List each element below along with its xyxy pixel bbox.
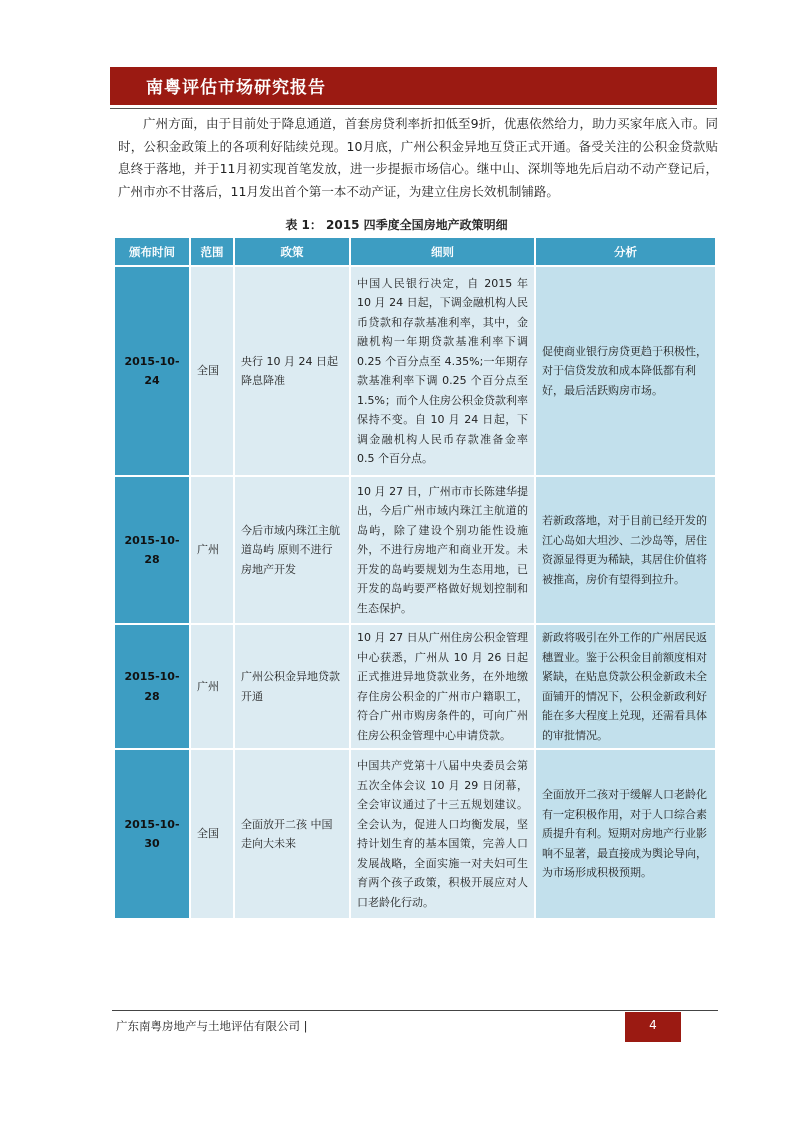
header-divider xyxy=(110,108,717,109)
row-date: 2015-10-28 xyxy=(114,476,190,624)
row-date: 2015-10-24 xyxy=(114,266,190,476)
header-analysis: 分析 xyxy=(535,237,716,266)
row-date: 2015-10-30 xyxy=(114,749,190,919)
row-detail: 10 月 27 日从广州住房公积金管理中心获悉，广州从 10 月 26 日起正式推进异地贷款业务，在外地缴存住房公积金的广州市户籍职工，符合广州市购房条件的，可向广州住房公积金管理中心申请贷款。 xyxy=(350,624,535,749)
row-analysis: 全面放开二孩对于缓解人口老龄化有一定积极作用，对于人口综合素质提升有利。短期对房地产行业影响不显著，最直接成为舆论导向，为市场形成积极预期。 xyxy=(535,749,716,919)
row-date: 2015-10-28 xyxy=(114,624,190,749)
header-date: 颁布时间 xyxy=(114,237,190,266)
footer-divider xyxy=(112,1010,718,1011)
row-detail: 10 月 27 日，广州市市长陈建华提出，今后广州市域内珠江主航道的岛屿，除了建设个别功能性设施外，不进行房地产和商业开发。未开发的岛屿要规划为生态用地，已开发的岛屿要严格做好规划控制和生态保护。 xyxy=(350,476,535,624)
row-scope: 广州 xyxy=(190,476,234,624)
table-row xyxy=(114,624,716,749)
footer-company: 广东南粤房地产与土地评估有限公司 | xyxy=(116,1019,308,1033)
row-analysis: 促使商业银行房贷更趋于积极性，对于信贷发放和成本降低都有利好，最后活跃购房市场。 xyxy=(535,266,716,476)
report-title: 南粤评估市场研究报告 xyxy=(146,78,326,98)
row-detail: 中国共产党第十八届中央委员会第五次全体会议 10 月 29 日闭幕，全会审议通过了十三五规划建议。全会认为，促进人口均衡发展，坚持计划生育的基本国策，完善人口发展战略，全面实施一对夫妇可生育两个孩子政策，积极开展应对人口老龄化行动。 xyxy=(350,749,535,919)
row-policy: 全面放开二孩 中国走向大未来 xyxy=(234,749,350,919)
header-detail: 细则 xyxy=(350,237,535,266)
row-analysis: 新政将吸引在外工作的广州居民返穗置业。鉴于公积金目前额度相对紧缺，在贴息贷款公积金新政未全面铺开的情况下，公积金新政利好能在多大程度上兑现，还需看具体的审批情况。 xyxy=(535,624,716,749)
row-scope: 广州 xyxy=(190,624,234,749)
row-scope: 全国 xyxy=(190,749,234,919)
table-row xyxy=(114,476,716,624)
row-analysis: 若新政落地，对于目前已经开发的江心岛如大坦沙、二沙岛等，居住资源显得更为稀缺，其居住价值将被推高，房价有望得到拉升。 xyxy=(535,476,716,624)
header-scope: 范围 xyxy=(190,237,234,266)
table-row xyxy=(114,266,716,476)
table-header-row xyxy=(114,237,716,266)
row-policy: 今后市域内珠江主航道岛屿 原则不进行房地产开发 xyxy=(234,476,350,624)
row-policy: 广州公积金异地贷款开通 xyxy=(234,624,350,749)
policy-table xyxy=(113,236,717,920)
header-policy: 政策 xyxy=(234,237,350,266)
page-number: 4 xyxy=(625,1012,681,1042)
intro-paragraph: 广州方面，由于目前处于降息通道，首套房贷利率折扣低至9折，优惠依然给力，助力买家年底入市。同时，公积金政策上的各项利好陆续兑现。10月底，广州公积金异地互贷正式开通。备受关注的公积金贷款贴息终于落地，并于11月初实现首笔发放，进一步提振市场信心。继中山、深圳等地先后启动不动产登记后，广州市亦不甘落后，11月发出首个第一本不动产证，为建立住房长效机制铺路。 xyxy=(118,116,718,199)
row-detail: 中国人民银行决定，自 2015 年 10 月 24 日起，下调金融机构人民币贷款和存款基准利率，其中，金融机构一年期贷款基准利率下调 0.25 个百分点至 4.35%;一年期存款基准利率下调 0.25 个百分点至 1.5%；而个人住房公积金贷款利率保持不变。自 10 月 24 日起，下调金融机构人民币存款准备金率 0.5 个百分点。 xyxy=(350,266,535,476)
row-scope: 全国 xyxy=(190,266,234,476)
row-policy: 央行 10 月 24 日起降息降准 xyxy=(234,266,350,476)
table-caption: 表 1： 2015 四季度全国房地产政策明细 xyxy=(285,218,508,232)
table-row xyxy=(114,749,716,919)
